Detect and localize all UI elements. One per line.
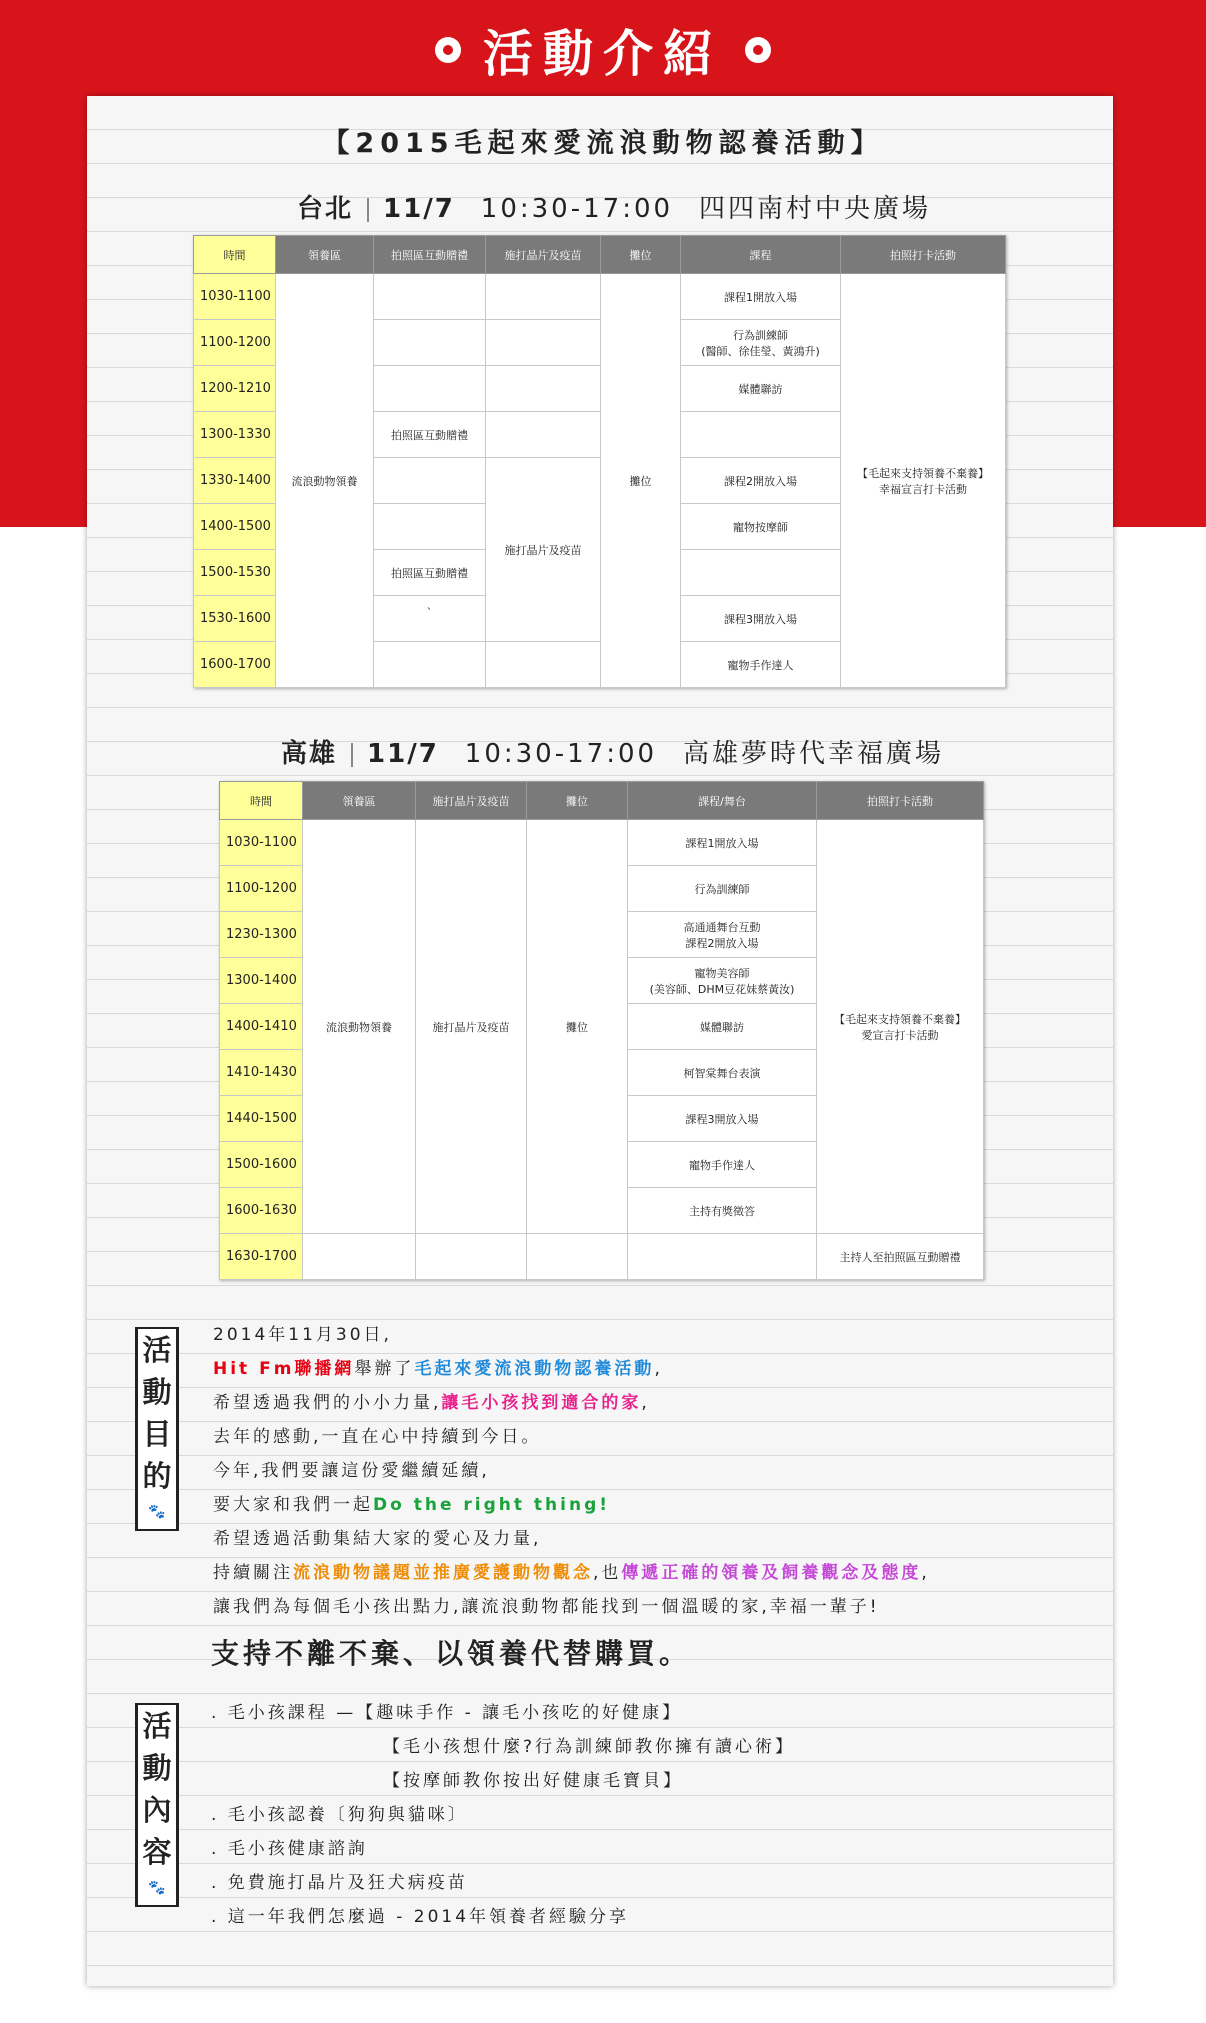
table-cell	[374, 366, 486, 412]
table-cell	[374, 458, 486, 504]
time-cell: 1300-1400	[220, 958, 303, 1004]
course-cell: 課程3開放入場	[681, 596, 841, 642]
table-cell	[374, 504, 486, 550]
course-cell	[681, 412, 841, 458]
col-header: 拍照打卡活動	[817, 782, 984, 820]
col-header: 施打晶片及疫苗	[416, 782, 527, 820]
time-cell: 1500-1600	[220, 1142, 303, 1188]
time-cell: 1100-1200	[220, 866, 303, 912]
kaohsiung-venue-line	[281, 733, 944, 770]
course-cell: 柯智棠舞台表演	[628, 1050, 817, 1096]
col-header: 領養區	[276, 236, 374, 274]
time-cell: 1200-1210	[194, 366, 276, 412]
time-cell: 1500-1530	[194, 550, 276, 596]
purpose-line-2: Hit Fm聯播網舉辦了毛起來愛流浪動物認養活動,	[213, 1359, 663, 1379]
course-cell: 寵物手作達人	[681, 642, 841, 688]
vaccine-cell: 施打晶片及疫苗	[416, 820, 527, 1234]
adoption-cell: 流浪動物領養	[276, 274, 374, 688]
city-name: 高雄	[281, 739, 338, 769]
event-date: 11/7	[367, 739, 439, 769]
content-item: . 毛小孩課程 —【趣味手作 - 讓毛小孩吃的好健康】	[211, 1703, 683, 1723]
course-cell: 課程2開放入場	[681, 458, 841, 504]
purpose-line-7: 希望透過活動集結大家的愛心及力量,	[213, 1529, 542, 1549]
course-cell: 媒體聯訪	[681, 366, 841, 412]
checkin-cell: 【毛起來支持領養不棄養】 幸福宣言打卡活動	[841, 274, 1006, 688]
col-header: 時間	[194, 236, 276, 274]
time-cell: 1100-1200	[194, 320, 276, 366]
time-cell: 1330-1400	[194, 458, 276, 504]
course-cell: 寵物按摩師	[681, 504, 841, 550]
time-cell: 1600-1630	[220, 1188, 303, 1234]
purpose-line-3: 希望透過我們的小小力量,讓毛小孩找到適合的家,	[213, 1393, 650, 1413]
time-cell: 1400-1500	[194, 504, 276, 550]
city-name: 台北	[297, 194, 354, 224]
time-cell: 1600-1700	[194, 642, 276, 688]
host-gift-cell: 主持人至拍照區互動贈禮	[817, 1234, 984, 1280]
col-header: 施打晶片及疫苗	[486, 236, 601, 274]
col-header: 攤位	[527, 782, 628, 820]
course-cell: 課程3開放入場	[628, 1096, 817, 1142]
table-cell	[486, 412, 601, 458]
col-header: 攤位	[601, 236, 681, 274]
section-title: 活動介紹	[483, 25, 723, 83]
vaccine-cell: 施打晶片及疫苗	[486, 458, 601, 642]
course-cell: 寵物美容師 (美容師、DHM豆花妹蔡黃汝)	[628, 958, 817, 1004]
taipei-schedule-table	[193, 235, 1006, 688]
table-cell	[374, 274, 486, 320]
purpose-line-1: 2014年11月30日,	[213, 1325, 392, 1345]
taipei-venue-line	[297, 188, 931, 225]
course-cell: 課程1開放入場	[628, 820, 817, 866]
paw-icon: 🐾	[148, 1504, 166, 1520]
purpose-label: 活 動 目 的 🐾	[135, 1327, 179, 1531]
content-item: . 免費施打晶片及狂犬病疫苗	[211, 1873, 468, 1893]
time-cell: 1030-1100	[194, 274, 276, 320]
table-cell	[486, 642, 601, 688]
time-cell: 1030-1100	[220, 820, 303, 866]
booth-cell: 攤位	[527, 820, 628, 1234]
content-label: 活 動 內 容 🐾	[135, 1703, 179, 1907]
table-cell	[303, 1234, 416, 1280]
time-cell: 1400-1410	[220, 1004, 303, 1050]
content-item: 【毛小孩想什麼?行為訓練師教你擁有讀心術】	[383, 1737, 796, 1757]
photo-gift-cell: 拍照區互動贈禮	[374, 550, 486, 596]
checkin-cell: 【毛起來支持領養不棄養】 愛宣言打卡活動	[817, 820, 984, 1234]
content-item: . 毛小孩健康諮詢	[211, 1839, 368, 1859]
purpose-line-4: 去年的感動,一直在心中持續到今日。	[213, 1427, 542, 1447]
paw-icon: 🐾	[148, 1880, 166, 1896]
event-date: 11/7	[383, 194, 455, 224]
content-item: . 毛小孩認養〔狗狗與貓咪〕	[211, 1805, 468, 1825]
course-cell: 主持有獎徵答	[628, 1188, 817, 1234]
table-cell	[416, 1234, 527, 1280]
content-item: . 這一年我們怎麼過 - 2014年領養者經驗分享	[211, 1907, 630, 1927]
table-cell	[374, 642, 486, 688]
purpose-line-5: 今年,我們要讓這份愛繼續延續,	[213, 1461, 490, 1481]
purpose-line-9: 讓我們為每個毛小孩出點力,讓流浪動物都能找到一個溫暖的家,幸福一輩子!	[213, 1597, 880, 1617]
heart-icon	[745, 37, 771, 63]
content-item: 【按摩師教你按出好健康毛寶貝】	[383, 1771, 683, 1791]
slogan: 支持不離不棄、以領養代替購買。	[211, 1637, 692, 1670]
course-cell: 媒體聯訪	[628, 1004, 817, 1050]
divider	[351, 743, 353, 767]
event-time: 10:30-17:00	[464, 739, 658, 769]
table-cell	[486, 366, 601, 412]
purpose-line-8: 持續關注流浪動物議題並推廣愛護動物觀念,也傳遞正確的領養及飼養觀念及態度,	[213, 1563, 930, 1583]
venue-name: 高雄夢時代幸福廣場	[683, 739, 945, 769]
purpose-line-6: 要大家和我們一起Do the right thing!	[213, 1495, 610, 1515]
event-time: 10:30-17:00	[480, 194, 674, 224]
table-cell: `	[374, 596, 486, 642]
course-cell: 寵物手作達人	[628, 1142, 817, 1188]
kaohsiung-schedule-table	[219, 781, 984, 1280]
adoption-cell: 流浪動物領養	[303, 820, 416, 1234]
table-cell	[374, 320, 486, 366]
time-cell: 1530-1600	[194, 596, 276, 642]
col-header: 領養區	[303, 782, 416, 820]
time-cell: 1230-1300	[220, 912, 303, 958]
course-cell: 行為訓練師	[628, 866, 817, 912]
time-cell: 1440-1500	[220, 1096, 303, 1142]
col-header: 時間	[220, 782, 303, 820]
time-cell: 1300-1330	[194, 412, 276, 458]
booth-cell: 攤位	[601, 274, 681, 688]
col-header: 課程	[681, 236, 841, 274]
table-cell	[527, 1234, 628, 1280]
event-title: 【2015毛起來愛流浪動物認養活動】	[322, 128, 884, 159]
divider	[367, 198, 369, 222]
course-cell: 高通通舞台互動 課程2開放入場	[628, 912, 817, 958]
table-cell	[486, 274, 601, 320]
col-header: 課程/舞台	[628, 782, 817, 820]
table-cell	[486, 320, 601, 366]
course-cell: 課程1開放入場	[681, 274, 841, 320]
col-header: 拍照打卡活動	[841, 236, 1006, 274]
section-header	[0, 10, 1206, 90]
table-cell	[628, 1234, 817, 1280]
time-cell: 1410-1430	[220, 1050, 303, 1096]
time-cell: 1630-1700	[220, 1234, 303, 1280]
course-cell	[681, 550, 841, 596]
course-cell: 行為訓練師 (醫師、徐佳瑩、黃鴻升)	[681, 320, 841, 366]
venue-name: 四四南村中央廣場	[699, 194, 932, 224]
col-header: 拍照區互動贈禮	[374, 236, 486, 274]
photo-gift-cell: 拍照區互動贈禮	[374, 412, 486, 458]
heart-icon	[435, 37, 461, 63]
